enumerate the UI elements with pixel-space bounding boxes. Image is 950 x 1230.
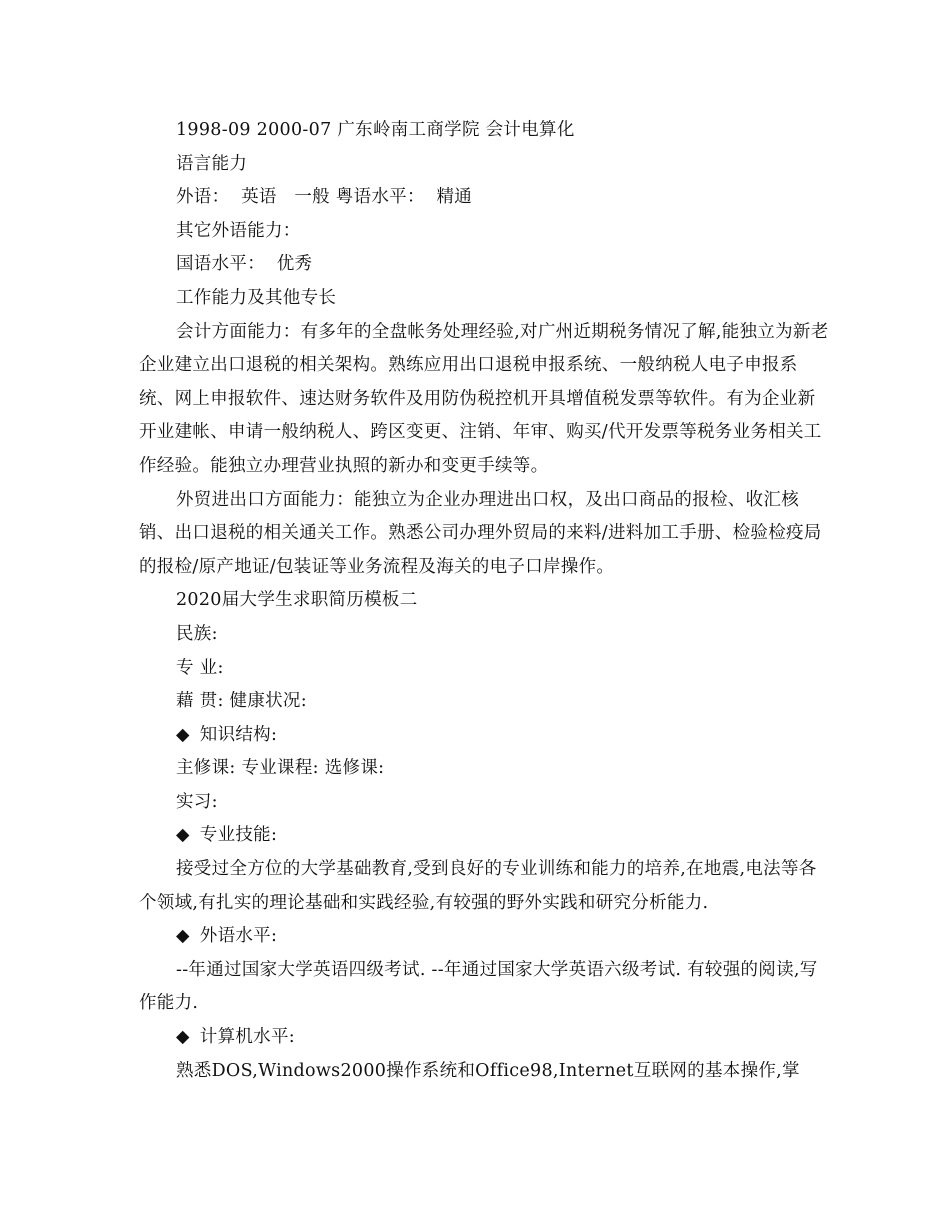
professional-skills-item bbox=[139, 819, 829, 853]
foreign-language-line: 外语： 英语 一般 粤语水平： 精通 bbox=[176, 187, 473, 208]
knowledge-structure-item bbox=[139, 719, 829, 753]
work-ability-heading: 工作能力及其他专长 bbox=[176, 287, 337, 308]
document-body bbox=[139, 114, 829, 1088]
resume-template-title: 2020届大学生求职简历模板二 bbox=[176, 590, 418, 611]
origin-health-line: 藉 贯: 健康状况: bbox=[176, 691, 307, 712]
ethnicity-line: 民族: bbox=[176, 623, 218, 644]
major-line: 专 业: bbox=[176, 657, 224, 678]
skills-paragraph: 接受过全方位的大学基础教育,受到良好的专业训练和能力的培养,在地震,电法等各个领域,有扎实的理论基础和实践经验,有较强的野外实践和研究分析能力. bbox=[139, 859, 817, 913]
computer-level-item bbox=[139, 1021, 829, 1055]
english-paragraph: --年通过国家大学英语四级考试. --年通过国家大学英语六级考试. 有较强的阅读,写作能力. bbox=[139, 959, 818, 1014]
trade-paragraph: 外贸进出口方面能力：能独立为企业办理进出口权，及出口商品的报检、收汇核销、出口退税的相关通关工作。熟悉公司办理外贸局的来料/进料加工手册、检验检疫局的报检/原产地证/包装证等业务流程及海关的电子口岸操作。 bbox=[139, 489, 822, 577]
computer-level-label: 计算机水平: bbox=[199, 1027, 295, 1048]
diamond-bullet-icon: ◆ bbox=[176, 825, 190, 846]
courses-line: 主修课: 专业课程: 选修课: bbox=[176, 758, 385, 779]
computer-paragraph: 熟悉DOS,Windows2000操作系统和Office98,Internet互联网的基本操作,掌 bbox=[176, 1060, 800, 1081]
diamond-bullet-icon: ◆ bbox=[176, 926, 190, 947]
professional-skills-label: 专业技能: bbox=[199, 825, 278, 846]
knowledge-structure-label: 知识结构: bbox=[199, 724, 278, 745]
mandarin-line: 国语水平： 优秀 bbox=[176, 254, 313, 275]
diamond-bullet-icon: ◆ bbox=[176, 724, 190, 745]
other-language-line: 其它外语能力： bbox=[176, 220, 301, 241]
diamond-bullet-icon: ◆ bbox=[176, 1027, 190, 1048]
accounting-paragraph: 会计方面能力：有多年的全盘帐务处理经验,对广州近期税务情况了解,能独立为新老企业建立出口退税的相关架构。熟练应用出口退税申报系统、一般纳税人电子申报系统、网上申报软件、速达财务软件及用防伪税控机开具增值税发票等软件。有为企业新开业建帐、申请一般纳税人、跨区变更、注销、年审、购买/代开发票等税务业务相关工作经验。能独立办理营业执照的新办和变更手续等。 bbox=[139, 321, 829, 476]
internship-line: 实习: bbox=[176, 791, 218, 812]
education-line: 1998-09 2000-07 广东岭南工商学院 会计电算化 bbox=[176, 120, 575, 140]
language-ability-heading: 语言能力 bbox=[176, 153, 248, 174]
english-level-item bbox=[139, 920, 829, 954]
english-level-label: 外语水平: bbox=[199, 926, 278, 947]
